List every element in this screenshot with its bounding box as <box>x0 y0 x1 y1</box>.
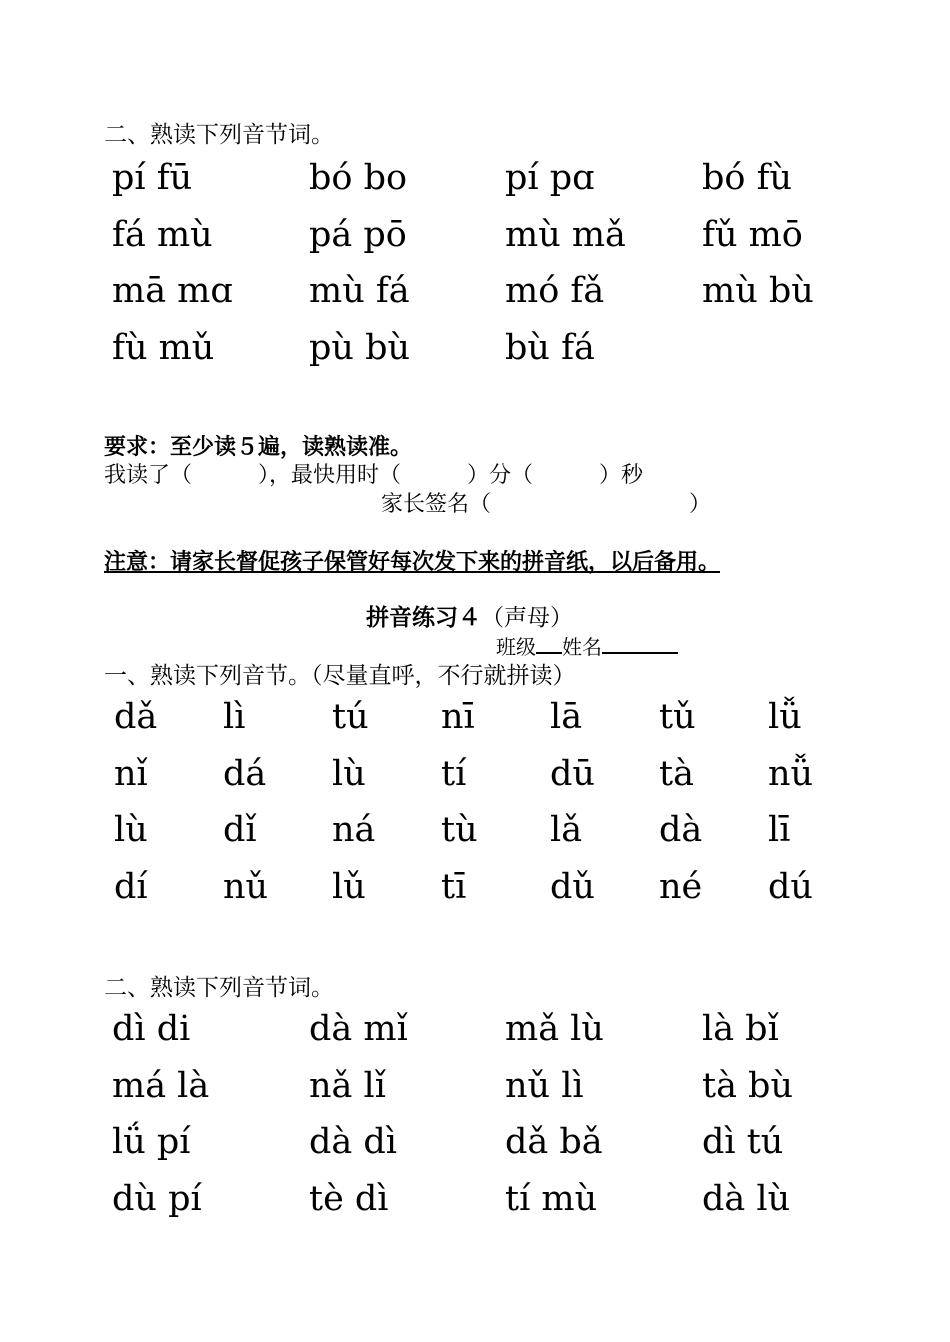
pinyin-syllable: dá <box>223 754 267 794</box>
pinyin-word: nǎ lǐ <box>309 1066 386 1106</box>
class-label: 班级 <box>496 635 536 659</box>
pinyin-syllable: dà <box>659 810 703 850</box>
pinyin-syllable: dū <box>550 754 595 794</box>
pinyin-syllable: tà <box>659 754 694 794</box>
pinyin-word: bó fù <box>702 158 793 198</box>
pinyin-syllable: tú <box>332 697 369 737</box>
pinyin-syllable: lǎ <box>550 810 583 850</box>
pinyin-syllable: lù <box>114 810 148 850</box>
pinyin-syllable: nī <box>441 697 475 737</box>
pinyin-word: fá mù <box>112 215 213 255</box>
pinyin-word: mù fá <box>309 271 410 311</box>
pinyin-word: tí mù <box>505 1179 598 1219</box>
section-heading-words-2: 二、熟读下列音节词。 <box>104 975 334 1001</box>
pinyin-word: pá pō <box>309 215 407 255</box>
pinyin-syllable: lì <box>223 697 246 737</box>
notice-text: 注意：请家长督促孩子保管好每次发下来的拼音纸，以后备用。 <box>104 549 721 575</box>
pinyin-syllable: nǐ <box>114 754 148 794</box>
pinyin-syllable: tí <box>441 754 467 794</box>
pinyin-syllable: tù <box>441 810 478 850</box>
pinyin-word: bù fá <box>505 328 595 368</box>
practice-title <box>366 599 573 632</box>
pinyin-word: pí pɑ <box>505 158 595 198</box>
requirement-text: 要求：至少读５遍，读熟读准。 <box>104 434 413 460</box>
pinyin-word: mā mɑ <box>112 271 233 311</box>
section-heading-words-1: 二、熟读下列音节词。 <box>104 122 334 148</box>
pinyin-word: dà dì <box>309 1122 397 1162</box>
pinyin-syllable: nǔ <box>223 867 269 907</box>
pinyin-word: lǘ pí <box>112 1122 191 1162</box>
pinyin-word: pù bù <box>309 328 411 368</box>
pinyin-syllable: ná <box>332 810 376 850</box>
pinyin-word: fù mǔ <box>112 328 215 368</box>
pinyin-word: fǔ mō <box>702 215 803 255</box>
pinyin-word: dì tú <box>702 1122 784 1162</box>
pinyin-syllable: nǚ <box>768 754 814 794</box>
pinyin-word: tà bù <box>702 1066 794 1106</box>
name-label: 姓名 <box>562 635 602 659</box>
pinyin-syllable: tǔ <box>659 697 696 737</box>
pinyin-syllable: lā <box>550 697 583 737</box>
pinyin-syllable: dǎ <box>114 697 158 737</box>
class-name-fields <box>496 631 678 660</box>
pinyin-syllable: lī <box>768 810 791 850</box>
pinyin-word: bó bo <box>309 158 408 198</box>
pinyin-syllable: dǔ <box>550 867 595 907</box>
pinyin-word: má là <box>112 1066 210 1106</box>
pinyin-word: dà lù <box>702 1179 791 1219</box>
pinyin-word: dì di <box>112 1009 191 1049</box>
practice-title-sub: （声母） <box>481 605 573 631</box>
pinyin-syllable: né <box>659 867 703 907</box>
pinyin-syllable: tī <box>441 867 467 907</box>
pinyin-word: là bǐ <box>702 1009 779 1049</box>
pinyin-syllable: dí <box>114 867 148 907</box>
pinyin-syllable: dú <box>768 867 813 907</box>
pinyin-word: mó fǎ <box>505 271 605 311</box>
pinyin-word: mù mǎ <box>505 215 626 255</box>
pinyin-word: tè dì <box>309 1179 389 1219</box>
pinyin-word: mù bù <box>702 271 814 311</box>
pinyin-word: dǎ bǎ <box>505 1122 603 1162</box>
pinyin-word: mǎ lù <box>505 1009 604 1049</box>
pinyin-word: dù pí <box>112 1179 202 1219</box>
pinyin-syllable: dǐ <box>223 810 257 850</box>
pinyin-syllable: lù <box>332 754 366 794</box>
practice-title-main: 拼音练习４ <box>366 604 481 631</box>
name-blank[interactable] <box>602 634 678 654</box>
parent-signature-line: 家长签名（ ） <box>381 492 712 517</box>
pinyin-word: dà mǐ <box>309 1009 408 1049</box>
pinyin-syllable: lǔ <box>332 867 366 907</box>
pinyin-word: pí fū <box>112 158 193 198</box>
section-heading-syllables: 一、熟读下列音节。（尽量直呼，不行就拼读） <box>104 663 576 689</box>
pinyin-word: nǔ lì <box>505 1066 584 1106</box>
reading-record-line: 我读了（ ），最快用时（ ）分（ ）秒 <box>104 463 644 488</box>
class-blank[interactable] <box>536 634 562 654</box>
pinyin-syllable: lǚ <box>768 697 802 737</box>
